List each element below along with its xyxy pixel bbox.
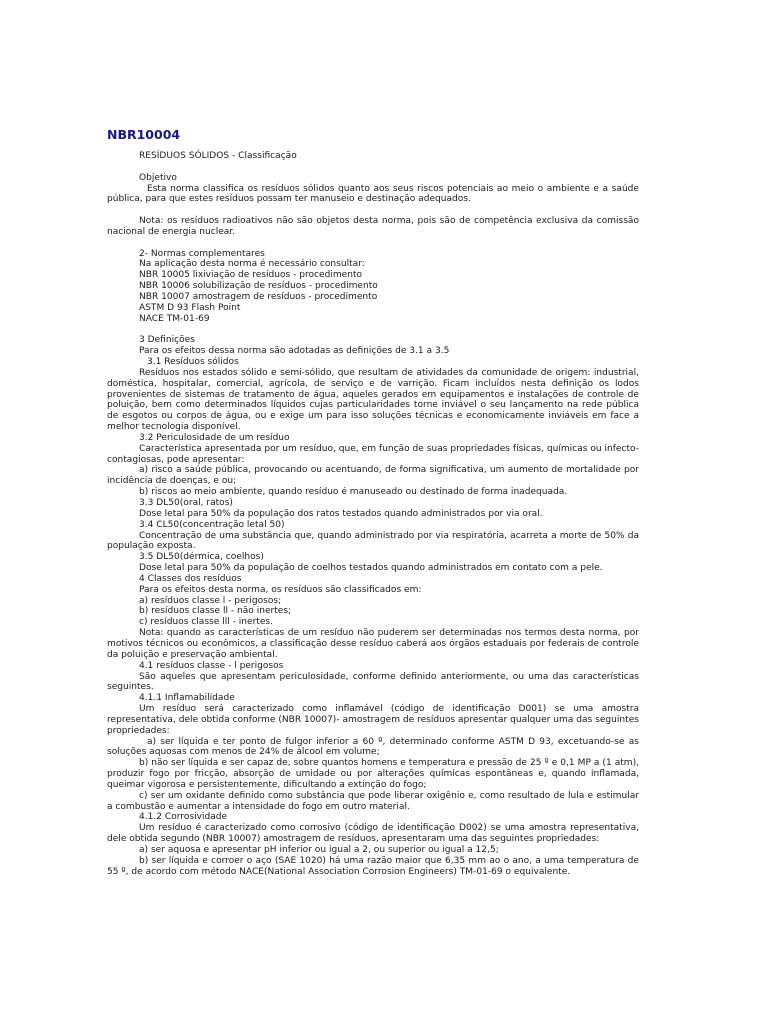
- section-title: 3.4 CL50(concentração letal 50): [139, 519, 285, 530]
- objetivo-text: Esta norma classifica os resíduos sólidos quanto aos seus riscos potenciais ao meio o ambiente e a saúde pública, para que estes resíduos possam ter manuseio e destinação adequados.: [107, 183, 639, 205]
- list-item: b) riscos ao meio ambiente, quando resíduo é manuseado ou destinado de forma inadequada.: [139, 487, 568, 498]
- list-item: b) resíduos classe ll - não inertes;: [139, 606, 292, 617]
- classes-nota: Nota: quando as características de um resíduo não puderem ser determinadas nos termos desta norma, por motivos técnicos ou econômicos, a classificação desse resíduo caberá aos órgãos estaduais por federais de controle da poluição e preservação ambiental.: [107, 628, 639, 660]
- section-title: 3.2 Periculosidade de um resíduo: [139, 432, 290, 443]
- list-item: c) resíduos classe lll - inertes.: [139, 617, 273, 628]
- list-item: a) risco a saúde pública, provocando ou acentuando, de forma significativa, um aumento de mortalidade por incidência de doenças, e ou;: [107, 465, 639, 487]
- list-item: a) ser líquida e ter ponto de fulgor inferior a 60 º, determinado conforme ASTM D 93, excetuando-se as soluções aquosas com menos de 24% de álcool em volume;: [107, 736, 639, 758]
- section-text: Resíduos nos estados sólido e semi-sólido, que resultam de atividades da comunidade de origem: industrial, doméstica, hospitalar, comercial, agrícola, de serviço e de varrição. Ficam incluídos nesta definição os lodos provenientes de sistemas de tratamento de água, aqueles gerados em equipamentos e instalações de controle de poluição, bem como determinados líquidos cujas particularidades torne inviável o seu lançamento na rede pública de esgotos ou corpos de água, ou e exige um para isso soluções técnicas e economicamente inviáveis em face a melhor tecnologia disponível.: [107, 367, 639, 433]
- normas-item: NBR 10006 solubilização de resíduos - procedimento: [139, 281, 378, 292]
- list-item: b) ser líquida e corroer o aço (SAE 1020) há uma razão maior que 6,35 mm ao o ano, a uma temperatura de 55 º, de acordo com método NACE(National Association Corrosion Engineers) TM-01-69 o equivalente.: [107, 855, 639, 877]
- section-title: 3.1 Resíduos sólidos: [147, 357, 239, 368]
- section-text: Dose letal para 50% da população de coelhos testados quando administrados em contato com a pele.: [139, 563, 603, 574]
- normas-title: 2- Normas complementares: [139, 248, 265, 259]
- section-text: Dose letal para 50% da população dos ratos testados quando administrados por via oral.: [139, 508, 543, 519]
- list-item: b) não ser líquida e ser capaz de, sobre quantos homens e temperatura e pressão de 25 º e 0,1 MP a (1 atm), produzir fogo por fricção, absorção de umidade ou por alterações químicas espontâneas e, quando inflamada, queimar vigorosa e persistentemente, dificultando a extinção do fogo;: [107, 758, 639, 790]
- section-title: 4 Classes dos resíduos: [139, 573, 242, 584]
- objetivo-nota: Nota: os resíduos radioativos não são objetos desta norma, pois são de competência exclusiva da comissão nacional de energia nuclear.: [107, 216, 639, 237]
- section-text: Concentração de uma substância que, quando administrado por via respiratória, acarreta a morte de 50% da população exposta.: [107, 530, 639, 552]
- definicoes-title: 3 Definições: [139, 335, 195, 346]
- normas-item: ASTM D 93 Flash Point: [139, 302, 241, 313]
- document: [107, 128, 639, 878]
- section-title: 3.5 DL50(dérmica, coelhos): [139, 552, 264, 563]
- section-title: 4.1.1 Inflamabilidade: [139, 693, 235, 704]
- document-title: NBR10004: [107, 127, 181, 142]
- heading: RESÍDUOS SÓLIDOS - Classificação: [139, 151, 297, 161]
- section-text: Característica apresentada por um resíduo, que, em função de suas propriedades físicas, químicas ou infecto-contagiosas, pode apresentar:: [107, 443, 639, 465]
- section-text: São aqueles que apresentam periculosidade, conforme definido anteriormente, ou uma das características seguintes.: [107, 671, 639, 693]
- section-text: Um resíduo é caracterizado como corrosivo (código de identificação D002) se uma amostra representativa, dele obtida segundo (NBR 10007) amostragem de resíduos, apresentaram uma das seguintes propriedades:: [107, 823, 639, 845]
- section-text: Um resíduo será caracterizado como inflamável (código de identificação D001) se uma amostra representativa, dele obtida conforme (NBR 10007)- amostragem de resíduos apresentar qualquer uma das seguintes propriedades:: [107, 704, 639, 736]
- normas-item: NBR 10005 lixiviação de resíduos - procedimento: [139, 270, 363, 281]
- document-body: [107, 151, 639, 878]
- list-item: a) resíduos classe l - perigosos;: [139, 595, 282, 606]
- section-text: Para os efeitos desta norma, os resíduos são classificados em:: [139, 584, 422, 595]
- objetivo-label: Objetivo: [139, 172, 177, 183]
- section-title: 3.3 DL50(oral, ratos): [139, 498, 233, 508]
- normas-intro: Na aplicação desta norma é necessário consultar:: [139, 259, 365, 270]
- definicoes-intro: Para os efeitos dessa norma são adotadas as definições de 3.1 a 3.5: [139, 346, 450, 357]
- normas-item: NACE TM-01-69: [139, 313, 210, 324]
- list-item: c) ser um oxidante definido como substância que pode liberar oxigênio e, como resultado de lula e estimular a combustão e aumentar a intensidade do fogo em outro material.: [107, 790, 639, 812]
- section-title: 4.1 resíduos classe - l perigosos: [139, 660, 284, 671]
- section-title: 4.1.2 Corrosividade: [139, 812, 228, 823]
- list-item: a) ser aquosa e apresentar pH inferior ou igual a 2, ou superior ou igual a 12,5;: [139, 845, 499, 855]
- normas-item: NBR 10007 amostragem de resíduos - procedimento: [139, 291, 378, 302]
